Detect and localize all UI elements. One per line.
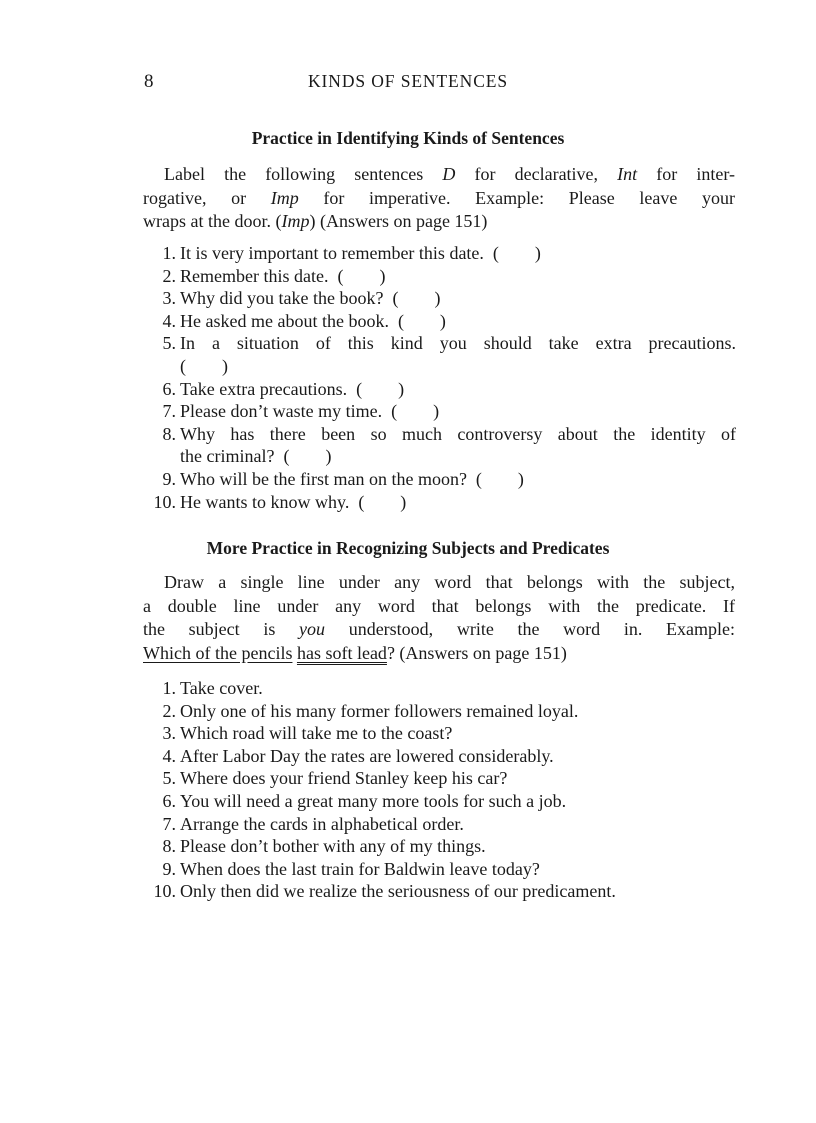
- list-item: 1 . Take cover.: [142, 677, 736, 700]
- example-predicate: has soft lead: [296, 642, 387, 663]
- list-item: 9 . Who will be the first man on the moon? ( ): [142, 468, 736, 491]
- instruction-line: a double line under any word that belongs with the predicate. If: [143, 595, 735, 616]
- list-item: 2 . Only one of his many former followers remained loyal.: [142, 700, 736, 723]
- list-item: 7 . Please don’t waste my time. ( ): [142, 400, 736, 423]
- instruction-line: Draw a single line under any word that belongs with the subject,: [164, 572, 735, 592]
- list-item: 4 . He asked me about the book. ( ): [142, 310, 736, 333]
- example-subject: Which of the pencils: [143, 642, 293, 663]
- instruction-line: rogative, or Imp for imperative. Example: Please leave your: [143, 187, 735, 208]
- list-item: 3 . Why did you take the book? ( ): [142, 287, 736, 310]
- list-item: 5 . Where does your friend Stanley keep his car?: [142, 767, 736, 790]
- page-number: 8: [144, 71, 154, 92]
- list-item: 2 . Remember this date. ( ): [142, 265, 736, 288]
- list-item: 9 . When does the last train for Baldwin leave today?: [142, 858, 736, 881]
- example-line: Which of the pencils has soft lead? (Answers on page 151): [143, 642, 567, 663]
- list-item: 10 . He wants to know why. ( ): [142, 491, 736, 514]
- instruction-line: Label the following sentences D for declarative, Int for inter-: [164, 164, 736, 184]
- list-item: 8 . Why has there been so much controversy about the identity of the criminal? ( ): [142, 423, 736, 468]
- list-item: 4 . After Labor Day the rates are lowered considerably.: [142, 745, 736, 768]
- list-item: 7 . Arrange the cards in alphabetical order.: [142, 813, 736, 836]
- section2-title: More Practice in Recognizing Subjects and Predicates: [206, 538, 610, 558]
- section1-instructions: [143, 163, 735, 234]
- instruction-line: the subject is you understood, write the word in. Example:: [143, 619, 736, 639]
- list-item: 6 . You will need a great many more tools for such a job.: [142, 790, 736, 813]
- list-item: 10 . Only then did we realize the seriousness of our predicament.: [142, 880, 736, 903]
- instruction-line: wraps at the door. (Imp) (Answers on page 151): [143, 211, 488, 231]
- section1-title: Practice in Identifying Kinds of Sentences: [251, 128, 565, 148]
- sentence-list-subjects: [142, 677, 736, 903]
- list-item: 6 . Take extra precautions. ( ): [142, 378, 736, 401]
- running-head: KINDS OF SENTENCES: [308, 71, 508, 91]
- sentence-list-kinds: [142, 242, 736, 513]
- list-item: 3 . Which road will take me to the coast?: [142, 722, 736, 745]
- section2-instructions: [143, 571, 735, 665]
- list-item: 1 . It is very important to remember this date. ( ): [142, 242, 736, 265]
- list-item: 5 . In a situation of this kind you should take extra precautions. ( ): [142, 332, 736, 377]
- list-item: 8 . Please don’t bother with any of my things.: [142, 835, 736, 858]
